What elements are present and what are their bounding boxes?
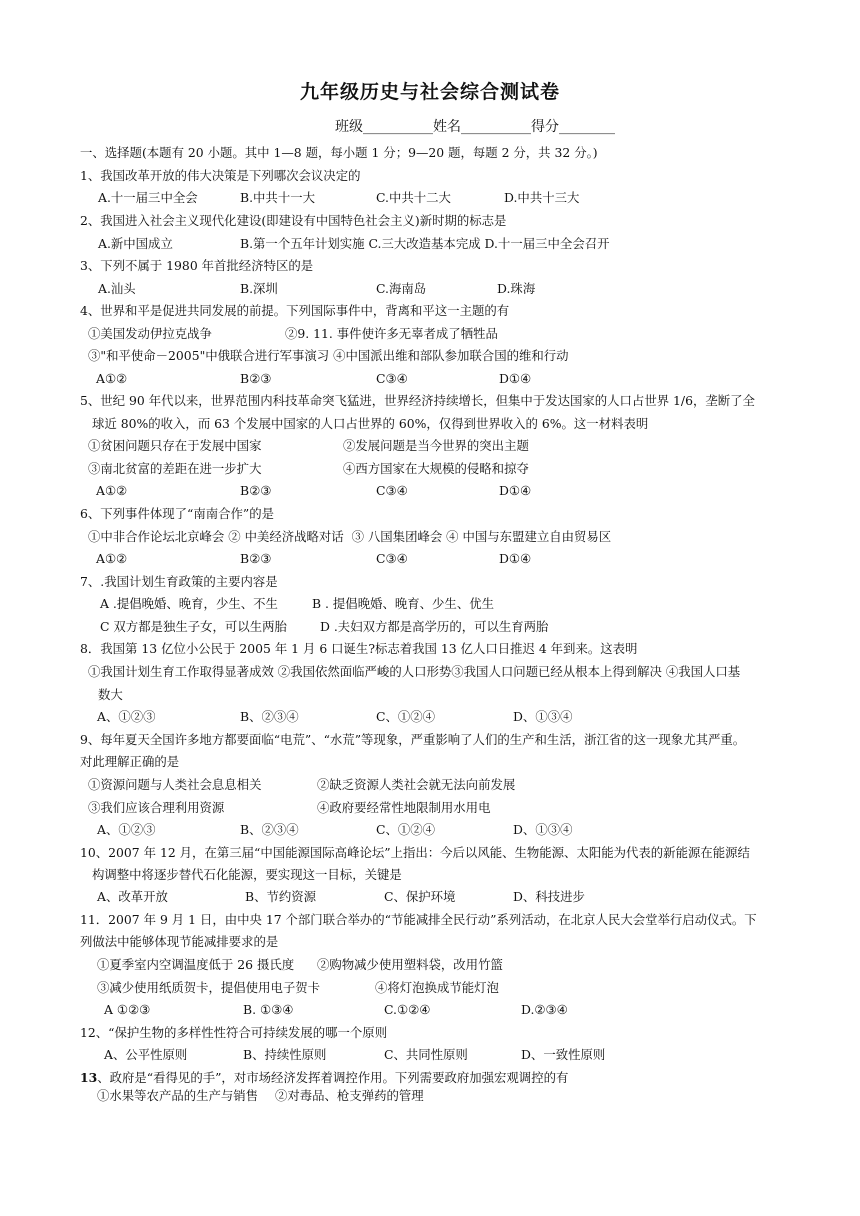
answer-option: ④西方国家在大规模的侵略和掠夺 <box>343 461 529 476</box>
answer-option: D.珠海 <box>497 281 536 296</box>
answer-option: C.①②④ <box>384 1002 431 1017</box>
answer-option: D、①③④ <box>513 709 573 724</box>
answer-option: B②③ <box>240 371 272 386</box>
question-text: 列做法中能够体现节能减排要求的是 <box>80 934 279 949</box>
question-text: 8．我国第 13 亿位小公民于 2005 年 1 月 6 口诞生?标志着我国 13 亿人口日推迟 4 年到来。这表明 <box>80 641 638 656</box>
answer-option: D①④ <box>499 551 532 566</box>
answer-option: A①② <box>96 483 128 498</box>
question-text: 2、我国进入社会主义现代化建设(即建设有中国特色社会主义)新时期的标志是 <box>80 213 507 228</box>
answer-option: D.②③④ <box>521 1002 568 1017</box>
answer-option: ③减少使用纸质贺卡，提倡使用电子贺卡 <box>97 980 321 995</box>
answer-option: ①水果等农产品的生产与销售 <box>97 1088 259 1103</box>
answer-option: ②对毒品、枪支弹药的管理 <box>275 1088 424 1103</box>
question-text: 1、我国改革开放的伟大决策是下列哪次会议决定的 <box>80 168 361 183</box>
answer-option: ③南北贫富的差距在进一步扩大 <box>88 461 262 476</box>
answer-option: B、持续性原则 <box>243 1047 327 1062</box>
answer-option: A.十一届三中全会 <box>98 190 198 205</box>
question-text: 13、政府是“看得见的手”，对市场经济发挥着调控作用。下列需要政府加强宏观调控的有 <box>80 1070 569 1085</box>
answer-option: ②发展问题是当今世界的突出主题 <box>343 438 529 453</box>
answer-option: A①② <box>96 551 128 566</box>
answer-option: C、共同性原则 <box>384 1047 468 1062</box>
answer-option: A.新中国成立 <box>98 236 173 251</box>
answer-option: D .夫妇双方都是高学历的，可以生育两胎 <box>320 619 549 634</box>
answer-option: D、一致性原则 <box>521 1047 606 1062</box>
answer-option: C③④ <box>376 551 408 566</box>
answer-option: ①贫困问题只存在于发展中国家 <box>88 438 262 453</box>
answer-option: C、①②④ <box>376 709 436 724</box>
answer-option: ①夏季室内空调温度低于 26 摄氏度 <box>97 957 295 972</box>
answer-option: A.汕头 <box>98 281 136 296</box>
question-text: 对此理解正确的是 <box>80 754 180 769</box>
answer-option: B②③ <box>240 551 272 566</box>
answer-option: C.海南岛 <box>376 281 427 296</box>
answer-option: B.第一个五年计划实施 C.三大改造基本完成 D.十一届三中全会召开 <box>240 236 610 251</box>
answer-option: A .提倡晚婚、晚育，少生、不生 <box>100 596 278 611</box>
answer-option: C③④ <box>376 483 408 498</box>
question-text: 4、世界和平是促进共同发展的前提。下列国际事件中，背离和平这一主题的有 <box>80 303 510 318</box>
answer-option: A、改革开放 <box>97 889 168 904</box>
student-info-line: 班级__________姓名__________得分________ <box>335 119 615 135</box>
question-text: 数大 <box>98 687 123 702</box>
question-text: 7、.我国计划生育政策的主要内容是 <box>80 574 278 589</box>
answer-option: D①④ <box>499 483 532 498</box>
question-text: 一、选择题(本题有 20 小题。其中 1—8 题，每小题 1 分；9—20 题，每题 2 分，共 32 分。) <box>80 145 598 160</box>
question-text: 3、下列不属于 1980 年首批经济特区的是 <box>80 258 314 273</box>
answer-option: ③我们应该合理利用资源 <box>88 800 225 815</box>
answer-option: A①② <box>96 371 128 386</box>
answer-option: ②9. 11. 事件使许多无辜者成了牺牲品 <box>285 326 498 341</box>
answer-option: C.中共十二大 <box>376 190 451 205</box>
answer-option: B.深圳 <box>240 281 278 296</box>
question-text: ③"和平使命－2005"中俄联合进行军事演习 ④中国派出维和部队参加联合国的维和行动 <box>88 348 569 363</box>
answer-option: C③④ <box>376 371 408 386</box>
answer-option: ④将灯泡换成节能灯泡 <box>375 980 499 995</box>
page-title: 九年级历史与社会综合测试卷 <box>299 81 560 103</box>
answer-option: A ①②③ <box>104 1002 151 1017</box>
answer-option: C、保护环境 <box>384 889 456 904</box>
question-text: ①我国计划生育工作取得显著成效 ②我国依然面临严峻的人口形势③我国人口问题已经从根本上得到解决 ④我国人口基 <box>88 664 741 679</box>
question-text: 6、下列事件体现了“南南合作”的是 <box>80 506 275 521</box>
answer-option: C 双方都是独生子女，可以生两胎 <box>100 619 287 634</box>
answer-option: ④政府要经常性地限制用水用电 <box>317 800 491 815</box>
answer-option: A、公平性原则 <box>104 1047 188 1062</box>
question-text: 5、世纪 90 年代以来，世界范围内科技革命突飞猛进，世界经济持续增长，但集中于发达国家的人口占世界 1/6，垄断了全 <box>80 393 755 408</box>
answer-option: ②购物减少使用塑料袋，改用竹篮 <box>317 957 503 972</box>
answer-option: ①资源问题与人类社会息息相关 <box>88 777 262 792</box>
answer-option: B②③ <box>240 483 272 498</box>
question-text: ①中非合作论坛北京峰会 ② 中美经济战略对话 ③ 八国集团峰会 ④ 中国与东盟建立自由贸易区 <box>88 529 612 544</box>
question-text: 9、每年夏天全国许多地方都要面临“电荒”、“水荒”等现象，严重影响了人们的生产和生活，浙江省的这一现象尤其严重。 <box>80 732 746 747</box>
answer-option: ②缺乏资源人类社会就无法向前发展 <box>317 777 516 792</box>
answer-option: B.中共十一大 <box>240 190 315 205</box>
answer-option: B . 提倡晚婚、晚育、少生、优生 <box>312 596 494 611</box>
answer-option: A、①②③ <box>97 709 156 724</box>
question-text: 球近 80%的收入，而 63 个发展中国家的人口占世界的 60%，仅得到世界收入的 6%。这一材料表明 <box>92 416 649 431</box>
answer-option: D、科技进步 <box>513 889 585 904</box>
answer-option: B. ①③④ <box>243 1002 294 1017</box>
question-text: 10、2007 年 12 月，在第三届“中国能源国际高峰论坛”上指出：今后以风能、生物能源、太阳能为代表的新能源在能源结 <box>80 845 750 860</box>
answer-option: D、①③④ <box>513 822 573 837</box>
answer-option: A、①②③ <box>97 822 156 837</box>
answer-option: D.中共十三大 <box>504 190 580 205</box>
answer-option: C、①②④ <box>376 822 436 837</box>
question-number: 13 <box>80 1070 98 1085</box>
answer-option: D①④ <box>499 371 532 386</box>
question-text: 11．2007 年 9 月 1 日，由中央 17 个部门联合举办的“节能减排全民行动”系列活动，在北京人民大会堂举行启动仪式。下 <box>80 912 757 927</box>
question-text: 构调整中将逐步替代石化能源，要实现这一目标，关键是 <box>92 867 402 882</box>
answer-option: B、②③④ <box>240 822 299 837</box>
answer-option: B、节约资源 <box>245 889 317 904</box>
answer-option: B、②③④ <box>240 709 299 724</box>
question-text: 12、“保护生物的多样性性符合可持续发展的哪一个原则 <box>80 1025 388 1040</box>
answer-option: ①美国发动伊拉克战争 <box>88 326 212 341</box>
